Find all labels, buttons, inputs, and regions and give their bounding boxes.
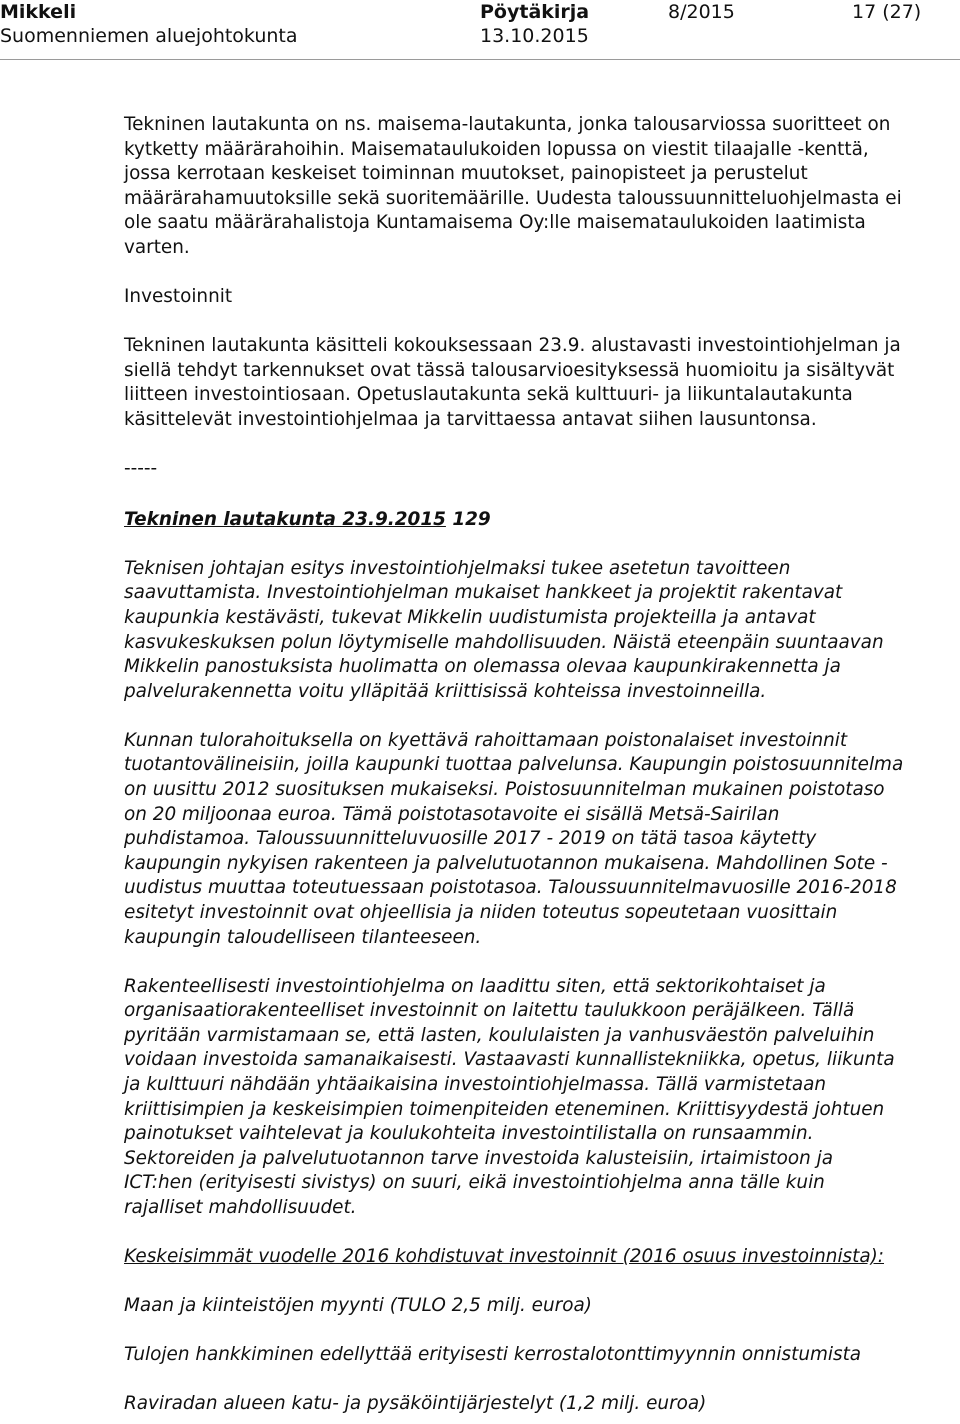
decision-heading-title: Tekninen lautakunta 23.9.2015 [124, 508, 446, 530]
committee-name: Suomenniemen aluejohtokunta [0, 25, 298, 47]
investment-item-tulojen-hankkiminen: Tulojen hankkiminen edellyttää erityisesti kerrostalotonttimyynnin onnistumista [124, 1344, 862, 1366]
paragraph-tulorahoitus: Kunnan tulorahoituksella on kyettävä rahoittamaan poistonalaiset investoinnit tuotantovälineisiin, joilla kaupunki tuottaa palvelunsa. Kaupungin poistosuunnitelma on uusittu 2012 suosituksen mukaiseksi. Poistosuunnitelman mukainen poistotaso on 20 miljoonaa euroa. Tämä poistotasotavoite ei sisällä Metsä-Sairilan puhdistamoa. Taloussuunnitteluvuosille 2017 - 2019 on tätä tasoa käytetty kaupungin nykyisen rakenteen ja palvelutuotannon mukaisena. Mahdollinen Sote -uudistus muuttaa toteutuessaan poistotasoa. Taloussuunnitelmavuosille 2016-2018 esitetyt investoinnit ovat ohjeellisia ja niiden toteutus sopeutetaan vuosittain kaupungin taloudelliseen tilanteeseen. [124, 729, 904, 948]
key-investments-heading: Keskeisimmät vuodelle 2016 kohdistuvat investoinnit (2016 osuus investoinnista): [124, 1246, 884, 1268]
separator-dashes: ----- [124, 458, 158, 480]
document-header [0, 0, 960, 60]
page-number: 17 (27) [852, 1, 922, 23]
document-number: 8/2015 [668, 1, 735, 23]
decision-heading [124, 508, 904, 533]
paragraph-maisema: Tekninen lautakunta on ns. maisema-lautakunta, jonka talousarviossa suoritteet on kytketty määrärahoihin. Maisemataulukoiden lopussa on viestit tilaajalle -kenttä, jossa kerrotaan keskeiset toiminnan muutokset, painopisteet ja perustelut määrärahamuutoksille sekä suoritemäärille. Uudesta taloussuunnitteluohjelmasta ei ole saatu määrärahalistoja Kuntamaisema Oy:lle maisemataulukoiden laatimista varten. [124, 114, 902, 258]
section-heading-investoinnit: Investoinnit [124, 286, 233, 308]
investment-item-maan-myynti: Maan ja kiinteistöjen myynti (TULO 2,5 milj. euroa) [124, 1295, 592, 1317]
document-type: Pöytäkirja [480, 1, 590, 23]
decision-heading-number: 129 [452, 508, 491, 530]
meeting-date: 13.10.2015 [480, 25, 589, 47]
organization-name: Mikkeli [0, 1, 77, 23]
header-divider [0, 59, 960, 60]
paragraph-rakenne: Rakenteellisesti investointiohjelma on laadittu siten, että sektorikohtaiset ja organisaatiorakenteelliset investoinnit on laitettu taulukkoon peräjälkeen. Tällä pyritään varmistamaan se, että lasten, koululaisten ja vanhusväestön palveluihin voidaan investoida samanaikaisesti. Vastaavasti kunnallistekniikka, opetus, liikunta ja kulttuuri nähdään yhtäaikaisina investointiohjelmassa. Tällä varmistetaan kriittisimpien ja keskeisimpien toimenpiteiden eteneminen. Kriittisyydestä johtuen painotukset vaihtelevat ja koulukohteita investointilistalla on runsaammin. Sektoreiden ja palvelutuotannon tarve investoida kalusteisiin, irtaimistoon ja ICT:hen (erityisesti sivistys) on suuri, eikä investointiohjelma anna tälle kuin rajalliset mahdollisuudet. [124, 975, 895, 1218]
paragraph-investoinnit: Tekninen lautakunta käsitteli kokouksessaan 23.9. alustavasti investointiohjelman ja siellä tehdyt tarkennukset ovat tässä talousarvioesityksessä huomioitu ja sisältyvät liitteen investointiosaan. Opetuslautakunta sekä kulttuuri- ja liikuntalautakunta käsittelevät investointiohjelmaa ja tarvittaessa antavat siihen lausuntonsa. [124, 335, 901, 430]
document-body [124, 113, 904, 1417]
paragraph-esitys: Teknisen johtajan esitys investointiohjelmaksi tukee asetetun tavoitteen saavuttamista. Investointiohjelman mukaiset hankkeet ja projektit rakentavat kaupunkia kestävästi, tukevat Mikkelin uudistumista projekteilla ja antavat kasvukeskuksen polun löytymiselle mahdollisuuden. Näistä eteenpäin suuntaavan Mikkelin panostuksista huolimatta on olemassa olevaa kaupunkirakennetta ja palvelurakennetta voitu ylläpitää kriittisissä kohteissa investoinneilla. [124, 557, 884, 702]
investment-item-ravirata: Raviradan alueen katu- ja pysäköintijärjestelyt (1,2 milj. euroa) [124, 1393, 707, 1415]
